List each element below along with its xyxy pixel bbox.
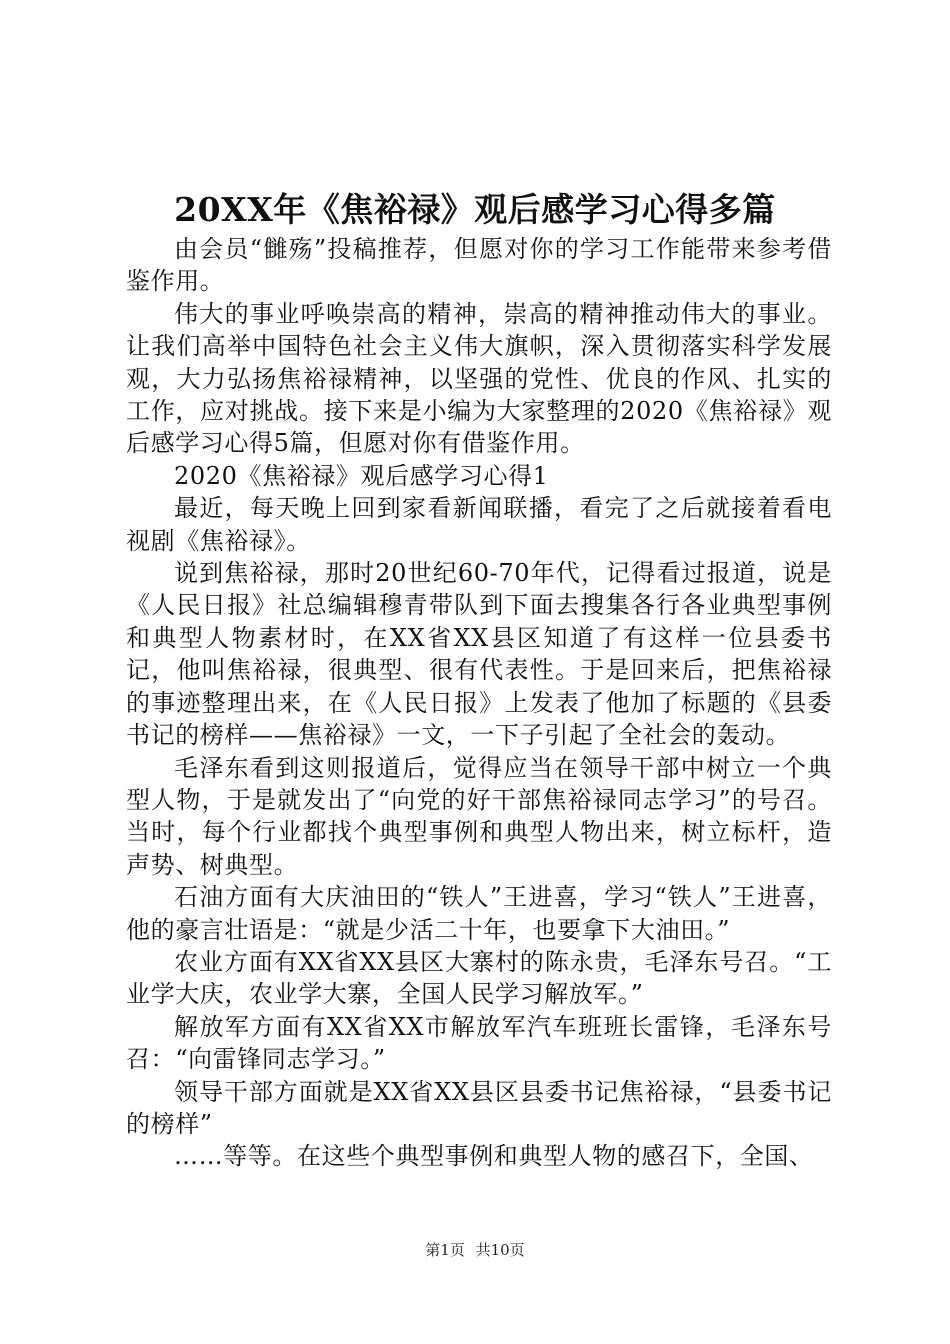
paragraph: 领导干部方面就是XX省XX县区县委书记焦裕禄，“县委书记的榜样” xyxy=(126,1077,832,1138)
paragraph: 伟大的事业呼唤崇高的精神，崇高的精神推动伟大的事业。让我们高举中国特色社会主义伟大旗帜，深入贯彻落实科学发展观，大力弘扬焦裕禄精神，以坚强的党性、优良的作风、扎实的工作，应对挑战。接下来是小编为大家整理的2020《焦裕禄》观后感学习心得5篇，但愿对你有借鉴作用。 xyxy=(126,299,832,458)
page-footer xyxy=(0,1240,950,1260)
section-heading: 2020《焦裕禄》观后感学习心得1 xyxy=(174,461,549,490)
page-total: 共10页 xyxy=(475,1241,525,1259)
page-number: 第1页 xyxy=(425,1241,465,1259)
paragraph: 由会员“雠殇”投稿推荐，但愿对你的学习工作能带来参考借鉴作用。 xyxy=(126,235,832,296)
paragraph: 最近，每天晚上回到家看新闻联播，看完了之后就接着看电视剧《焦裕禄》。 xyxy=(126,494,832,555)
document-title: 20XX年《焦裕禄》观后感学习心得多篇 xyxy=(174,190,776,229)
paragraph: 说到焦裕禄，那时20世纪60-70年代，记得看过报道，说是《人民日报》社总编辑穆青带队到下面去搜集各行各业典型事例和典型人物素材时，在XX省XX县区知道了有这样一位县委书记，他叫焦裕禄，很典型、很有代表性。于是回来后，把焦裕禄的事迹整理出来，在《人民日报》上发表了他加了标题的《县委书记的榜样——焦裕禄》一文，一下子引起了全社会的轰动。 xyxy=(126,559,832,750)
paragraph: 石油方面有大庆油田的“铁人”王进喜，学习“铁人”王进喜，他的豪言壮语是：“就是少活二十年，也要拿下大油田。” xyxy=(126,883,832,944)
paragraph: 毛泽东看到这则报道后，觉得应当在领导干部中树立一个典型人物，于是就发出了“向党的好干部焦裕禄同志学习”的号召。当时，每个行业都找个典型事例和典型人物出来，树立标杆，造声势、树典型。 xyxy=(126,753,832,879)
paragraph: 解放军方面有XX省XX市解放军汽车班班长雷锋，毛泽东号召：“向雷锋同志学习。” xyxy=(126,1012,832,1074)
paragraph: 农业方面有XX省XX县区大寨村的陈永贵，毛泽东号召。“工业学大庆，农业学大寨，全国人民学习解放军。” xyxy=(126,947,832,1009)
document-body xyxy=(126,233,832,1173)
paragraph: ……等等。在这些个典型事例和典型人物的感召下，全国、 xyxy=(174,1142,814,1171)
